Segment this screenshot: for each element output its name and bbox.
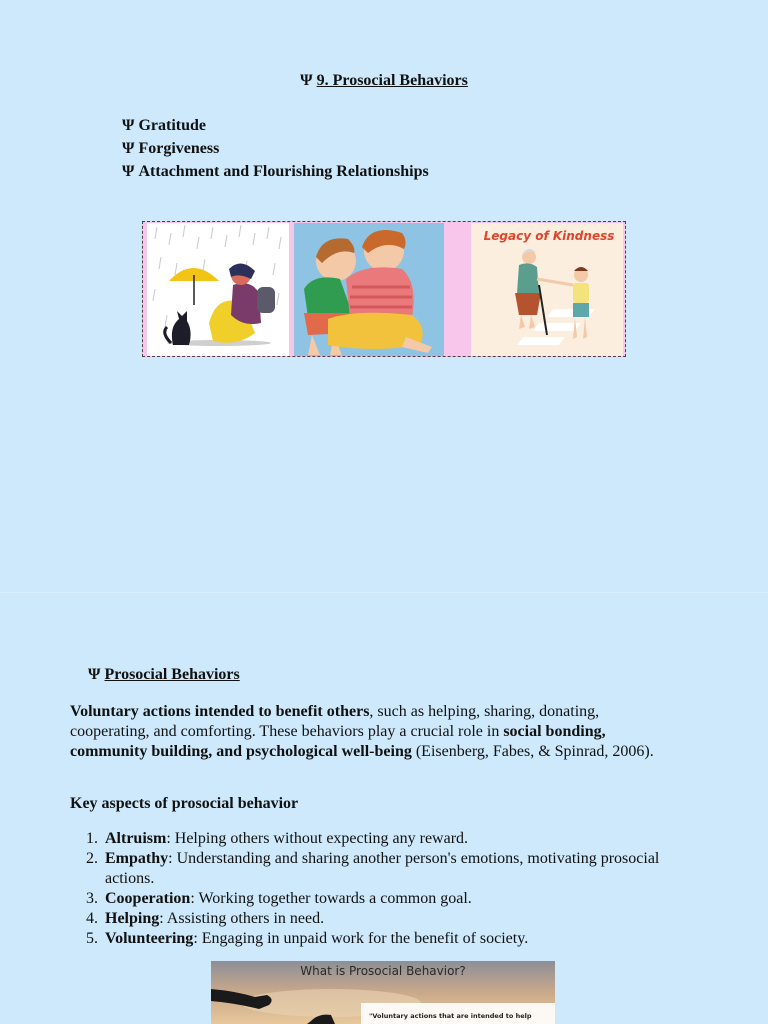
- topic-item: Ψ Gratitude: [122, 117, 207, 134]
- attachment-illustration: [471, 223, 623, 356]
- section-title: [0, 72, 768, 90]
- list-item: 5. Volunteering: Engaging in unpaid work for the benefit of society.: [86, 930, 529, 947]
- prosocial-heading-text: Prosocial Behaviors: [104, 666, 240, 683]
- bottom-image-quote: "Voluntary actions that are intended to help: [369, 1012, 532, 1020]
- gratitude-illustration: [147, 223, 289, 356]
- aspects-list: [70, 829, 670, 949]
- illustration-strip: [142, 221, 626, 357]
- bottom-image-caption: What is Prosocial Behavior?: [300, 964, 466, 978]
- definition-paragraph: Voluntary actions intended to benefit others, such as helping, sharing, donating, cooperating, and comforting. These behaviors play a crucial role in social bonding, community building, and psychological well-being (Eisenberg, Fabes, & Spinrad, 2006).: [70, 703, 654, 760]
- topic-item: Ψ Forgiveness: [122, 140, 220, 157]
- prosocial-behavior-image: [211, 961, 555, 1024]
- page-break: [0, 592, 768, 593]
- prosocial-heading: Ψ Prosocial Behaviors: [88, 666, 240, 683]
- topic-label: Gratitude: [138, 117, 207, 134]
- key-aspects-heading: Key aspects of prosocial behavior: [70, 795, 299, 812]
- topic-list: [122, 116, 429, 185]
- forgiveness-illustration: [294, 223, 444, 356]
- psi-symbol: Ψ: [300, 72, 313, 89]
- list-item: 1. Altruism: Helping others without expecting any reward.: [86, 830, 469, 847]
- legacy-caption: Legacy of Kindness: [483, 229, 615, 243]
- list-item: 2. Empathy: Understanding and sharing another person's emotions, motivating prosocial actions.: [86, 850, 660, 887]
- section-title-text: 9. Prosocial Behaviors: [316, 72, 468, 89]
- topic-item: Ψ Attachment and Flourishing Relationships: [122, 163, 429, 180]
- topic-label: Forgiveness: [138, 140, 220, 157]
- list-item: 4. Helping: Assisting others in need.: [86, 910, 325, 927]
- list-item: 3. Cooperation: Working together towards a common goal.: [86, 890, 472, 907]
- topic-label: Attachment and Flourishing Relationships: [138, 163, 429, 180]
